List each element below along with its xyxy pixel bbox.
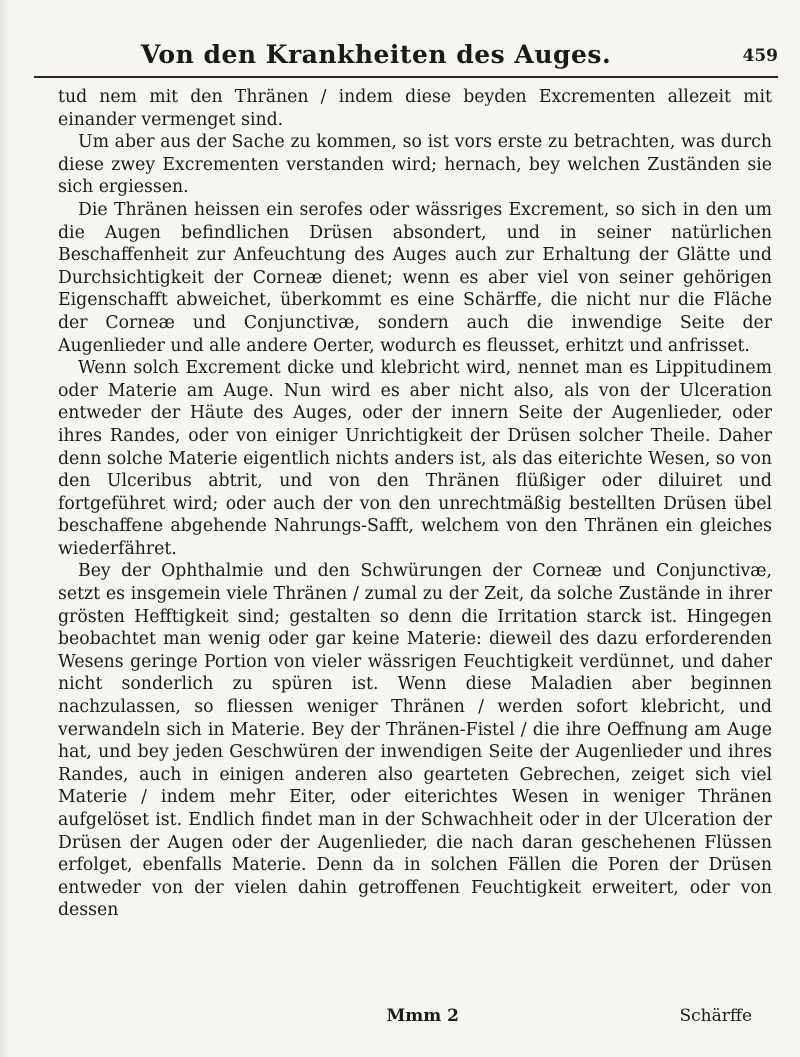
page-footer: [58, 1006, 772, 1030]
page-number: 459: [742, 46, 778, 66]
paragraph: Wenn solch Excrement dicke und klebricht wird, nennet man es Lippitudinem oder Materie am Auge. Nun wird es aber nicht also, als von der Ulceration entweder der Häute des Auges, oder der innern Seite der Augenlieder, oder ihres Randes, oder von einiger Unrichtigkeit der Drüsen solcher Theile. Daher denn solche Materie eigentlich nichts anders ist, als das eiterichte Wesen, so von den Ulceribus abtrit, und von den Thränen flüßiger oder diluiret und fortgeführet wird; oder auch der von den unrechtmäßig bestellten Drüsen übel beschaffene abgehende Nahrungs-Safft, welchem von den Thränen ein gleiches wiederfähret.: [58, 358, 772, 559]
header-rule: [34, 76, 778, 78]
body-text: [58, 86, 772, 922]
paragraph: Um aber aus der Sache zu kommen, so ist vors erste zu betrachten, was durch diese zwey Excrementen verstanden wird; hernach, bey welchen Zuständen sie sich ergiessen.: [58, 132, 772, 198]
paragraph: tud nem mit den Thränen / indem diese beyden Excrementen allezeit mit einander vermenget sind.: [58, 87, 772, 130]
page-header: [34, 40, 778, 80]
paragraph: Die Thränen heissen ein serofes oder wässriges Excrement, so sich in den um die Augen befindlichen Drüsen absondert, und in seiner natürlichen Beschaffenheit zur Anfeuchtung des Auges auch zur Erhaltung der Glätte und Durchsichtigkeit der Corneæ dienet; wenn es aber viel von seiner gehörigen Eigenschafft abweichet, überkommt es eine Schärffe, die nicht nur die Fläche der Corneæ und Conjunctivæ, sondern auch die inwendige Seite der Augenlieder und alle andere Oerter, wodurch es fleusset, erhitzt und anfrisset.: [58, 199, 772, 356]
page-edge-shadow: [0, 0, 10, 1057]
signature-mark: Mmm 2: [386, 1006, 459, 1026]
running-title: Von den Krankheiten des Auges.: [140, 40, 612, 69]
catchword: Schärffe: [679, 1006, 752, 1026]
paragraph: Bey der Ophthalmie und den Schwürungen der Corneæ und Conjunctivæ, setzt es insgemein viele Thränen / zumal zu der Zeit, da solche Zustände in ihrer grösten Hefftigkeit sind; gestalten so denn die Irritation starck ist. Hingegen beobachtet man wenig oder gar keine Materie: dieweil des dazu erforderenden Wesens geringe Portion von vieler wässrigen Feuchtigkeit verdünnet, und daher nicht sonderlich zu spüren ist. Wenn diese Maladien aber beginnen nachzulassen, so fliessen weniger Thränen / werden sofort klebricht, und verwandeln sich in Materie. Bey der Thränen-Fistel / die ihre Oeffnung am Auge hat, und bey jeden Geschwüren der inwendigen Seite der Augenlieder und ihres Randes, auch in einigen anderen also gearteten Gebrechen, zeiget sich viel Materie / indem mehr Eiter, oder eiterichtes Wesen in weniger Thränen aufgelöset ist. Endlich findet man in der Schwachheit oder in der Ulceration der Drüsen der Augen oder der Augenlieder, die nach daran geschehenen Flüssen erfolget, ebenfalls Materie. Denn da in solchen Fällen die Poren der Drüsen entweder von der vielen dahin getroffenen Feuchtigkeit erweitert, oder von dessen: [58, 561, 772, 921]
